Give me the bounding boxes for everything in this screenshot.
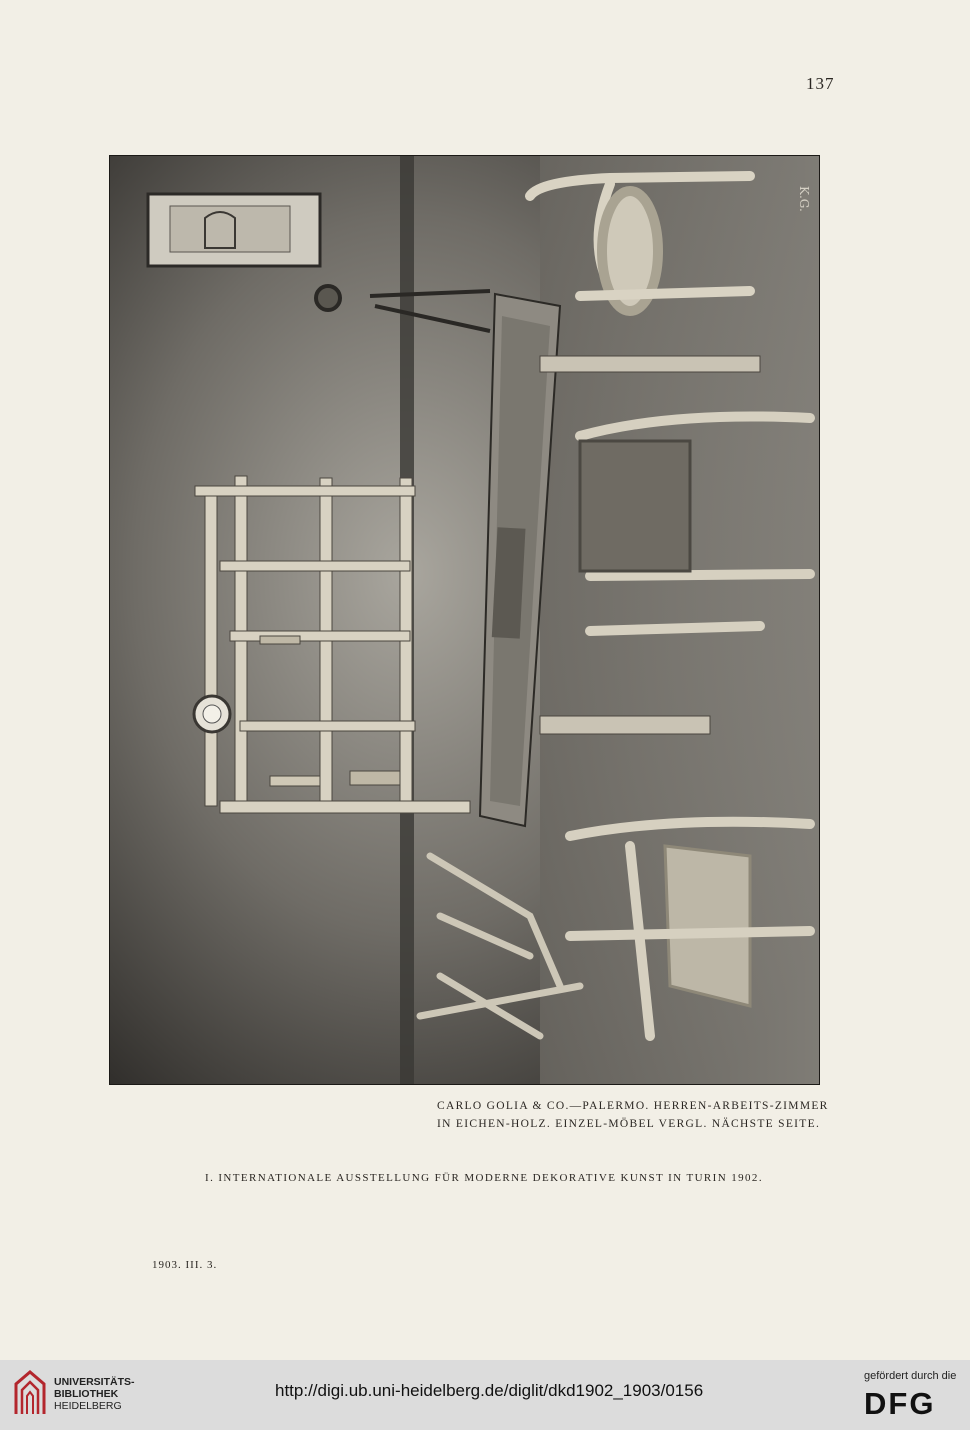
university-name[interactable] [54,1376,135,1412]
photo-illustration [110,156,819,1084]
photo-caption [437,1097,829,1133]
exhibition-title: I. INTERNATIONALE AUSSTELLUNG FÜR MODERNE DEKORATIVE KUNST IN TURIN 1902. [205,1172,763,1184]
funded-by-label: gefördert durch die [864,1370,957,1382]
caption-line-1: CARLO GOLIA & CO.—PALERMO. HERREN-ARBEITS-ZIMMER [437,1100,829,1112]
university-name-line-3: HEIDELBERG [54,1400,122,1412]
wall-picture [148,194,320,266]
footer-bar [0,1360,970,1430]
page-number: 137 [806,74,835,93]
document-url-link[interactable]: http://digi.ub.uni-heidelberg.de/diglit/dkd1902_1903/0156 [275,1381,704,1400]
interior-photograph [109,155,820,1085]
caption-line-2: IN EICHEN-HOLZ. EINZEL-MÖBEL VERGL. NÄCHSTE SEITE. [437,1118,821,1130]
university-name-line-1: UNIVERSITÄTS- [54,1376,135,1388]
heidelberg-logo-icon[interactable] [12,1370,48,1416]
dfg-logo[interactable]: DFG [864,1386,936,1421]
university-name-line-2: BIBLIOTHEK [54,1388,119,1400]
photographer-signature: K.G. [797,186,811,212]
clock [194,696,230,732]
issue-reference: 1903. III. 3. [152,1259,218,1271]
